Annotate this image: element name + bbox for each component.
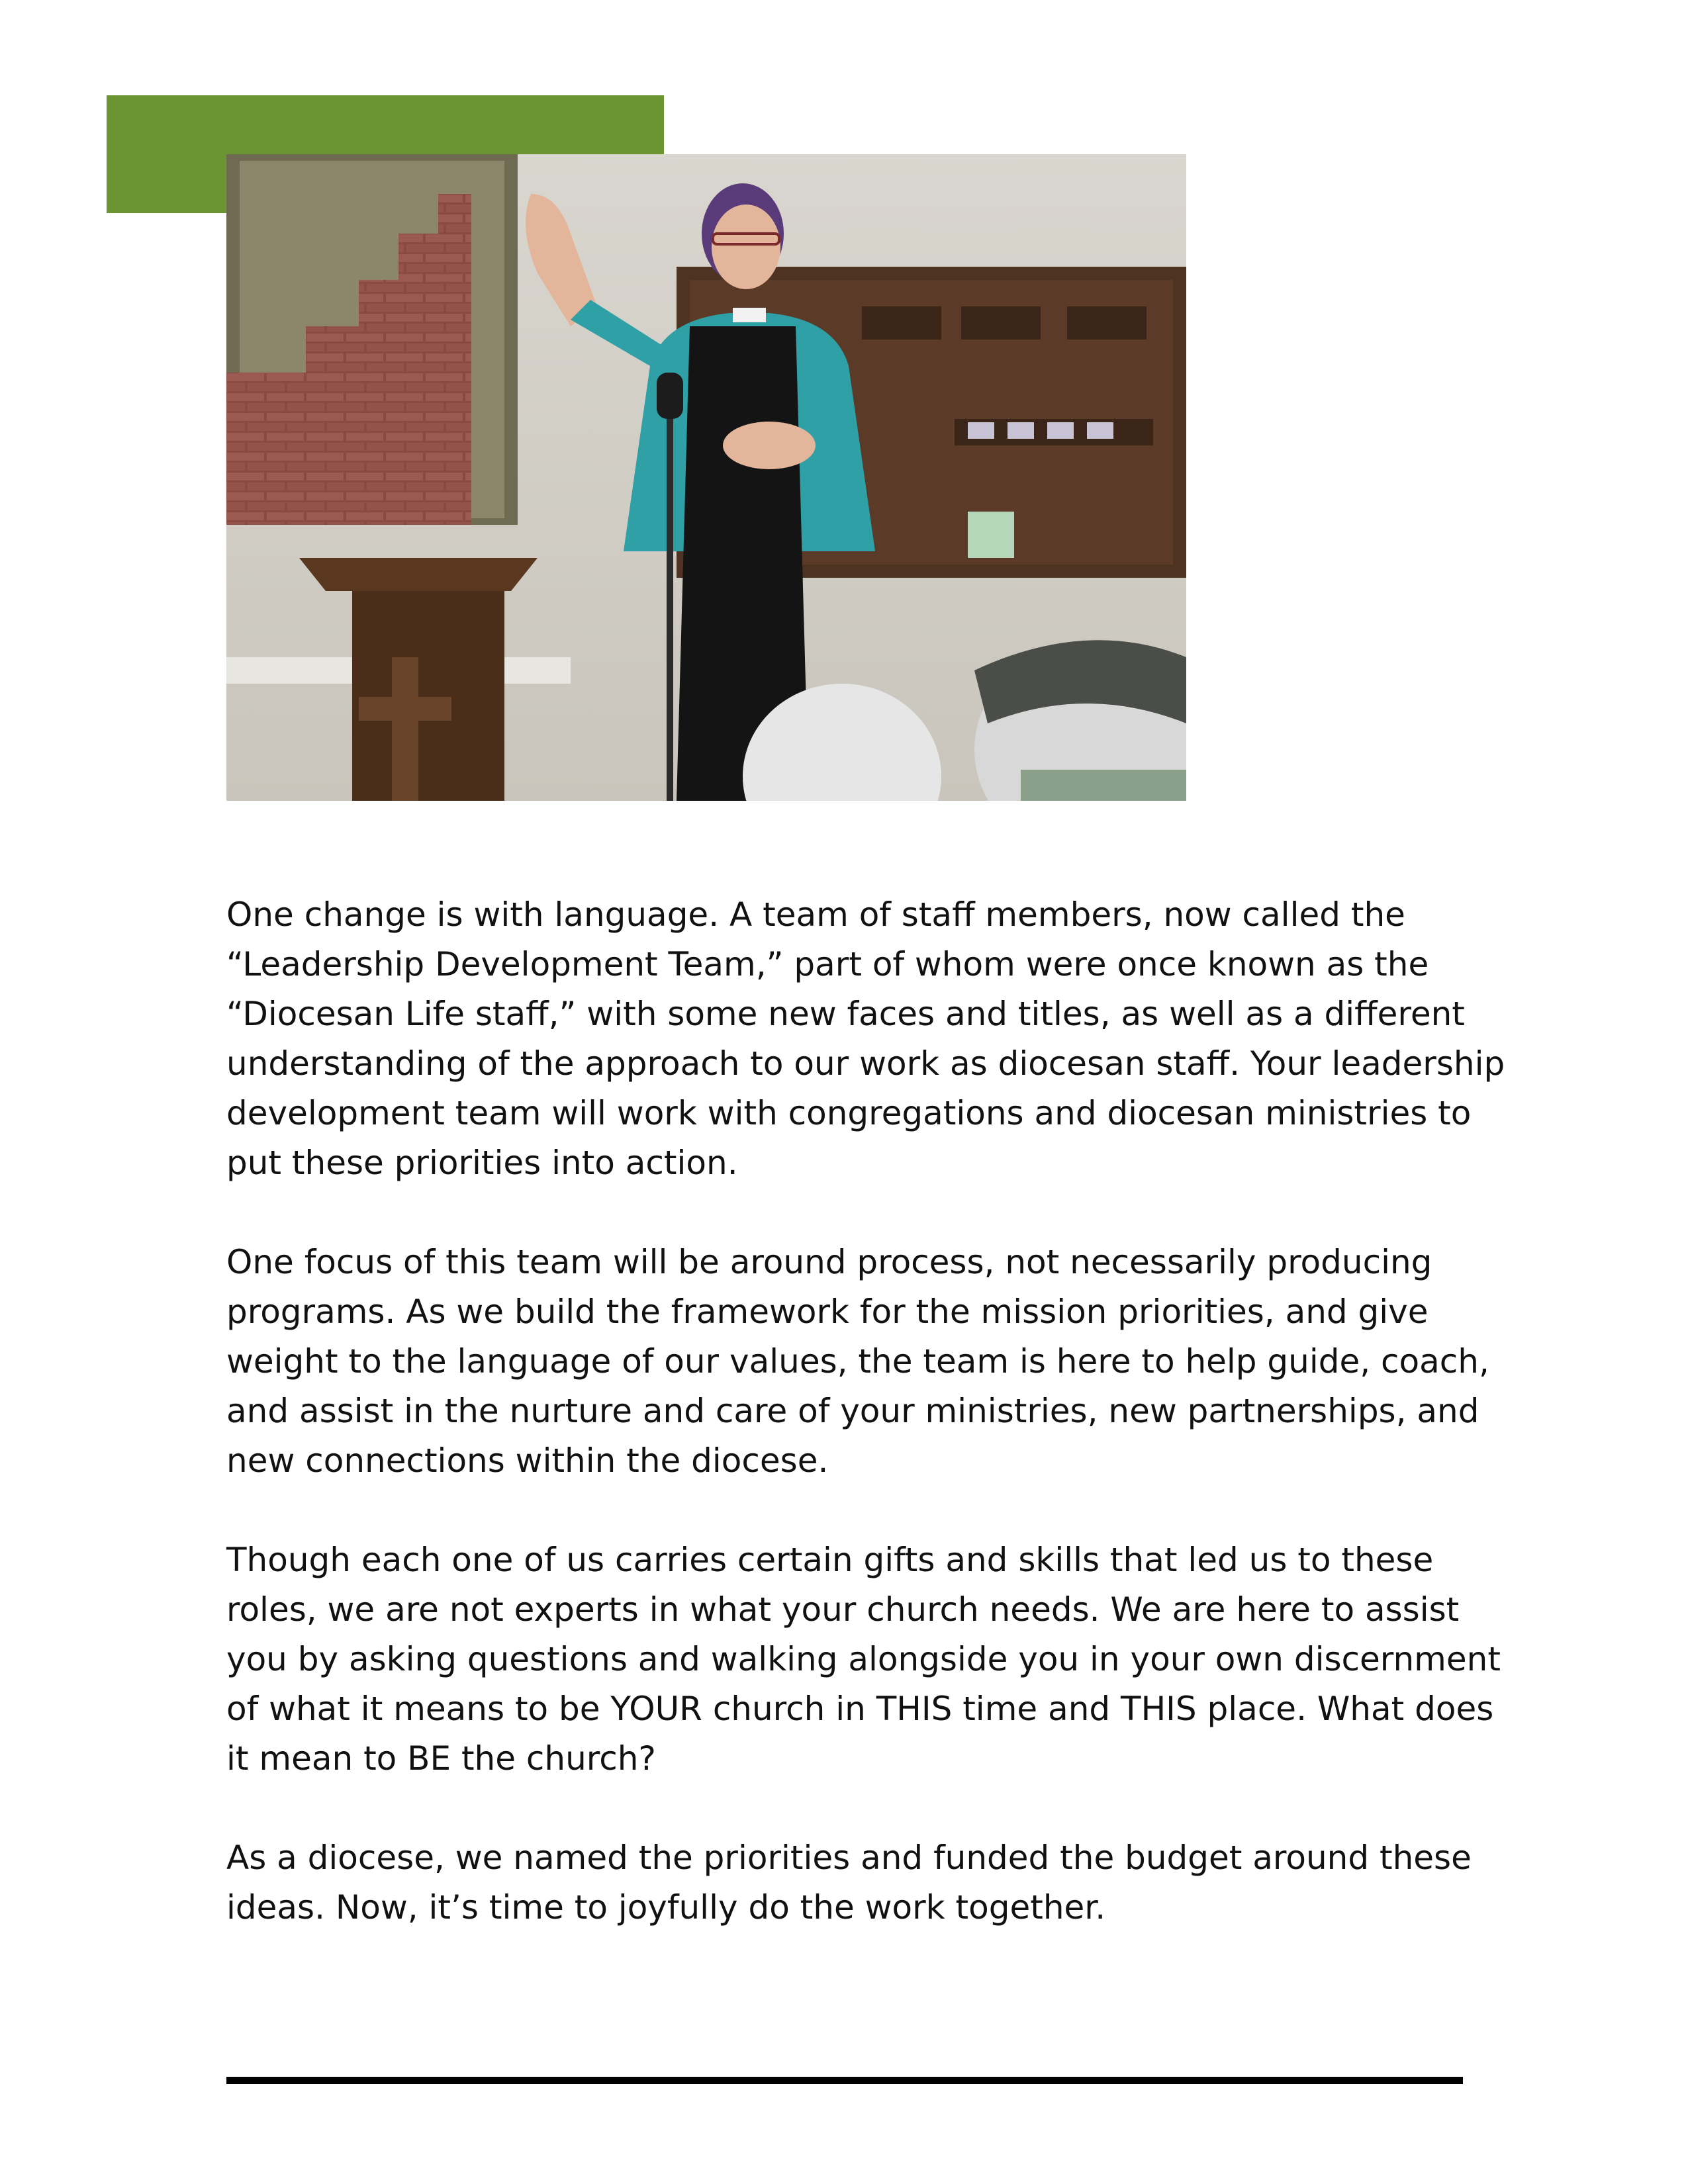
paragraph: One change is with language. A team of staff members, now called the “Leadership Development Team,” part of whom were once known as the “Diocesan Life staff,” with some new faces and titles, as well as a different understanding of the approach to our work as diocesan staff. Your leadership development team will work with congregations and diocesan ministries to put these priorities into action.	[226, 895, 1505, 1182]
paragraph: As a diocese, we named the priorities and funded the budget around these ideas. Now, it’s time to joyfully do the work together.	[226, 1839, 1472, 1927]
article-body	[226, 890, 1511, 1982]
speaker-photo	[226, 154, 1186, 801]
paragraph: One focus of this team will be around process, not necessarily producing programs. As we build the framework for the mission priorities, and give weight to the language of our values, the team is here to help guide, coach, and assist in the nurture and care of your ministries, new partnerships, and new connections within the diocese.	[226, 1243, 1489, 1480]
paragraph: Though each one of us carries certain gifts and skills that led us to these roles, we are not experts in what your church needs. We are here to assist you by asking questions and walking alongside you in your own discernment of what it means to be YOUR church in THIS time and THIS place. What does it mean to BE the church?	[226, 1541, 1501, 1778]
footer-divider	[226, 2077, 1463, 2084]
